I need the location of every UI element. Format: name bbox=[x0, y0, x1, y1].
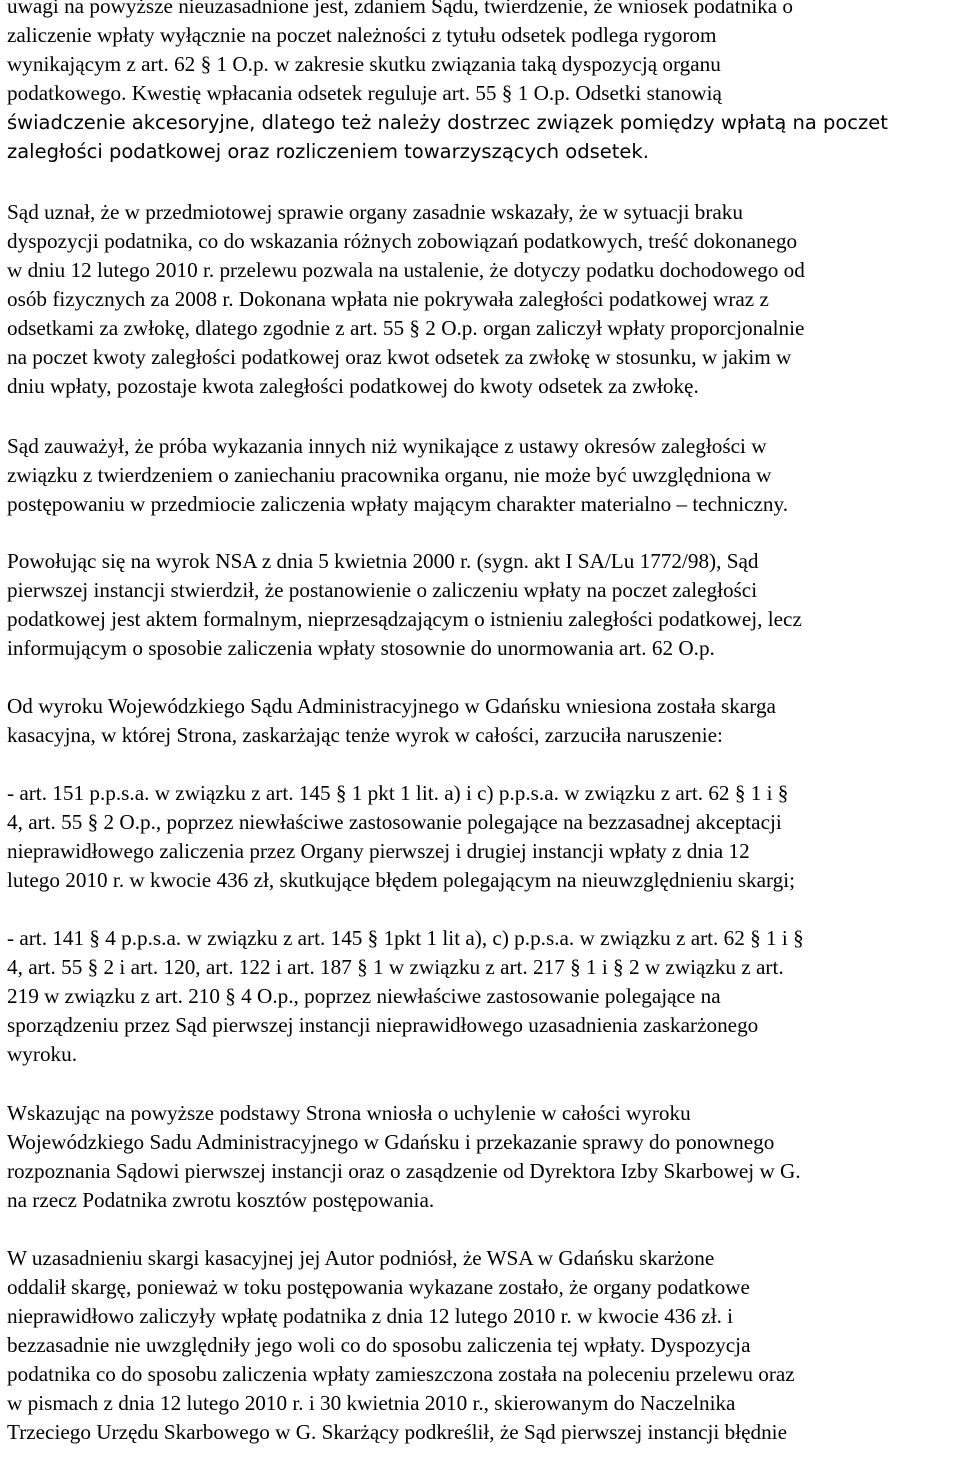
text-line: informującym o sposobie zaliczenia wpłaty stosownie do unormowania art. 62 O.p. bbox=[7, 636, 715, 660]
text-line: 4, art. 55 § 2 i art. 120, art. 122 i art. 187 § 1 w związku z art. 217 § 1 i § 2 w związku z art. bbox=[7, 955, 784, 979]
text-line: związku z twierdzeniem o zaniechaniu pracownika organu, nie może być uwzględniona w bbox=[7, 463, 772, 487]
text-line: 219 w związku z art. 210 § 4 O.p., poprzez niewłaściwe zastosowanie polegające na bbox=[7, 984, 721, 1008]
text-line: rozpoznania Sądowi pierwszej instancji oraz o zasądzenie od Dyrektora Izby Skarbowej w G. bbox=[7, 1159, 801, 1183]
text-line: sporządzeniu przez Sąd pierwszej instancji nieprawidłowego uzasadnienia zaskarżonego bbox=[7, 1013, 759, 1037]
text-line: świadczenie akcesoryjne, dlatego też należy dostrzec związek pomiędzy wpłatą na poczet bbox=[7, 111, 888, 134]
paragraph-8 bbox=[7, 1099, 801, 1215]
text-line: lutego 2010 r. w kwocie 436 zł, skutkujące błędem polegającym na nieuwzględnieniu skargi; bbox=[7, 868, 796, 892]
text-line: Od wyroku Wojewódzkiego Sądu Administracyjnego w Gdańsku wniesiona została skarga bbox=[7, 694, 776, 718]
text-line: zaliczenie wpłaty wyłącznie na poczet należności z tytułu odsetek podlega rygorom bbox=[7, 23, 717, 47]
text-line: - art. 141 § 4 p.p.s.a. w związku z art. 145 § 1pkt 1 lit a), c) p.p.s.a. w związku z art. 62 § 1 i § bbox=[7, 926, 804, 950]
paragraph-4 bbox=[7, 547, 802, 663]
text-line: podatnika co do sposobu zaliczenia wpłaty zamieszczona została na poleceniu przelewu oraz bbox=[7, 1362, 795, 1386]
text-line: Sąd uznał, że w przedmiotowej sprawie organy zasadnie wskazały, że w sytuacji braku bbox=[7, 200, 743, 224]
text-line: kasacyjna, w której Strona, zaskarżając tenże wyrok w całości, zarzuciła naruszenie: bbox=[7, 723, 723, 747]
text-line: dyspozycji podatnika, co do wskazania różnych zobowiązań podatkowych, treść dokonanego bbox=[7, 229, 798, 253]
paragraph-2 bbox=[7, 198, 805, 401]
text-line: odsetkami za zwłokę, dlatego zgodnie z art. 55 § 2 O.p. organ zaliczył wpłaty proporcjonalnie bbox=[7, 316, 805, 340]
paragraph-6 bbox=[7, 779, 795, 895]
paragraph-7 bbox=[7, 924, 804, 1069]
text-line: nieprawidłowo zaliczyły wpłatę podatnika z dnia 12 lutego 2010 r. w kwocie 436 zł. i bbox=[7, 1304, 734, 1328]
text-line: w pismach z dnia 12 lutego 2010 r. i 30 kwietnia 2010 r., skierowanym do Naczelnika bbox=[7, 1391, 736, 1415]
text-line: Wskazując na powyższe podstawy Strona wniosła o uchylenie w całości wyroku bbox=[7, 1101, 691, 1125]
text-line: zaległości podatkowej oraz rozliczeniem towarzyszących odsetek. bbox=[7, 140, 649, 163]
text-line: w dniu 12 lutego 2010 r. przelewu pozwala na ustalenie, że dotyczy podatku dochodowego od bbox=[7, 258, 805, 282]
paragraph-5 bbox=[7, 692, 776, 750]
paragraph-1 bbox=[7, 0, 888, 166]
text-line: Sąd zauważył, że próba wykazania innych niż wynikające z ustawy okresów zaległości w bbox=[7, 434, 767, 458]
text-line: uwagi na powyższe nieuzasadnione jest, zdaniem Sądu, twierdzenie, że wniosek podatnika o bbox=[7, 0, 794, 18]
text-line: nieprawidłowego zaliczenia przez Organy pierwszej i drugiej instancji wpłaty z dnia 12 bbox=[7, 839, 750, 863]
text-line: podatkowego. Kwestię wpłacania odsetek reguluje art. 55 § 1 O.p. Odsetki stanowią bbox=[7, 81, 722, 105]
text-line: Powołując się na wyrok NSA z dnia 5 kwietnia 2000 r. (sygn. akt I SA/Lu 1772/98), Sąd bbox=[7, 549, 759, 573]
text-line: W uzasadnieniu skargi kasacyjnej jej Autor podniósł, że WSA w Gdańsku skarżone bbox=[7, 1246, 715, 1270]
text-line: postępowaniu w przedmiocie zaliczenia wpłaty mającym charakter materialno – techniczny. bbox=[7, 492, 789, 516]
text-line: 4, art. 55 § 2 O.p., poprzez niewłaściwe zastosowanie polegające na bezzasadnej akceptacji bbox=[7, 810, 782, 834]
text-line: na rzecz Podatnika zwrotu kosztów postępowania. bbox=[7, 1188, 435, 1212]
text-line: oddalił skargę, ponieważ w toku postępowania wykazane zostało, że organy podatkowe bbox=[7, 1275, 750, 1299]
text-line: dniu wpłaty, pozostaje kwota zaległości podatkowej do kwoty odsetek za zwłokę. bbox=[7, 374, 699, 398]
text-line: Trzeciego Urzędu Skarbowego w G. Skarżący podkreślił, że Sąd pierwszej instancji błędnie bbox=[7, 1420, 787, 1444]
text-line: Wojewódzkiego Sadu Administracyjnego w Gdańsku i przekazanie sprawy do ponownego bbox=[7, 1130, 775, 1154]
paragraph-9 bbox=[7, 1244, 795, 1447]
text-line: wyroku. bbox=[7, 1042, 78, 1066]
paragraph-3 bbox=[7, 432, 788, 519]
text-line: bezzasadnie nie uwzględniły jego woli co do sposobu zaliczenia tej wpłaty. Dyspozycja bbox=[7, 1333, 751, 1357]
text-line: - art. 151 p.p.s.a. w związku z art. 145 § 1 pkt 1 lit. a) i c) p.p.s.a. w związku z art. 62 § 1 i § bbox=[7, 781, 789, 805]
text-line: podatkowej jest aktem formalnym, nieprzesądzającym o istnieniu zaległości podatkowej, lecz bbox=[7, 607, 802, 631]
text-line: wynikającym z art. 62 § 1 O.p. w zakresie skutku związania taką dyspozycją organu bbox=[7, 52, 721, 76]
text-line: osób fizycznych za 2008 r. Dokonana wpłata nie pokrywała zaległości podatkowej wraz z bbox=[7, 287, 769, 311]
text-line: pierwszej instancji stwierdził, że postanowienie o zaliczeniu wpłaty na poczet zaległości bbox=[7, 578, 758, 602]
text-line: na poczet kwoty zaległości podatkowej oraz kwot odsetek za zwłokę w stosunku, w jakim w bbox=[7, 345, 792, 369]
